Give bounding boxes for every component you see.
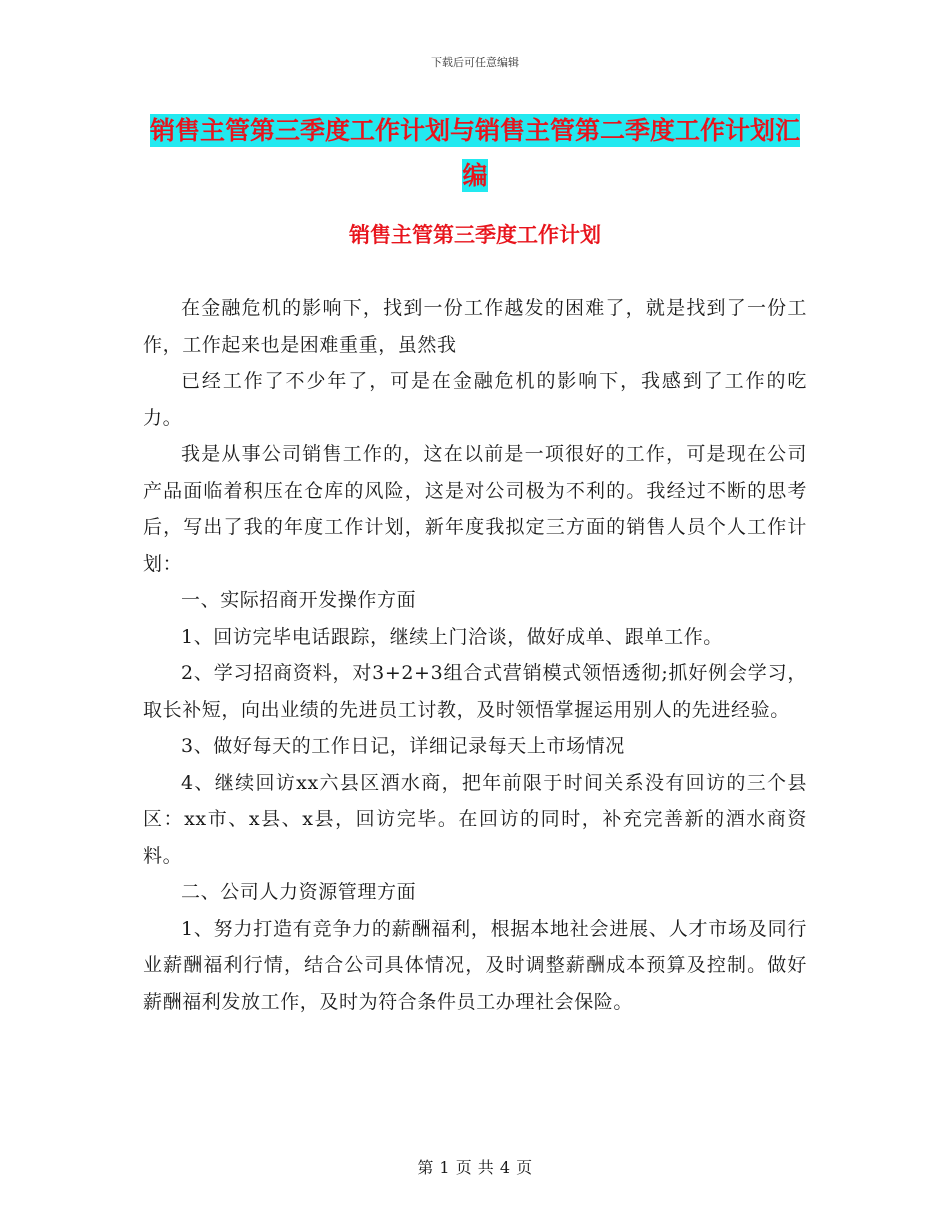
section-title: 销售主管第三季度工作计划 (349, 223, 601, 247)
document-title (140, 108, 810, 198)
paragraph: 已经工作了不少年了，可是在金融危机的影响下，我感到了工作的吃力。 (143, 370, 807, 429)
paragraph: 在金融危机的影响下，找到一份工作越发的困难了，就是找到了一份工作，工作起来也是困难重重，虽然我 (143, 297, 807, 356)
paragraph: 我是从事公司销售工作的，这在以前是一项很好的工作，可是现在公司产品面临着积压在仓库的风险，这是对公司极为不利的。我经过不断的思考后，写出了我的年度工作计划，新年度我拟定三方面的销售人员个人工作计划： (143, 443, 807, 575)
paragraph: 一、实际招商开发操作方面 (181, 589, 417, 611)
paragraph: 1、努力打造有竞争力的薪酬福利，根据本地社会进展、人才市场及同行业薪酬福利行情，结合公司具体情况，及时调整薪酬成本预算及控制。做好薪酬福利发放工作，及时为符合条件员工办理社会保险。 (143, 917, 807, 1013)
page-number: 第 1 页 共 4 页 (417, 1158, 533, 1177)
paragraph: 2、学习招商资料，对3+2+3组合式营销模式领悟透彻;抓好例会学习，取长补短，向出业绩的先进员工讨教，及时领悟掌握运用别人的先进经验。 (143, 662, 807, 721)
paragraph: 二、公司人力资源管理方面 (181, 881, 417, 903)
paragraph: 1、回访完毕电话跟踪，继续上门洽谈，做好成单、跟单工作。 (181, 625, 723, 648)
document-title-text: 销售主管第三季度工作计划与销售主管第二季度工作计划汇编 (149, 116, 800, 190)
paragraph: 3、做好每天的工作日记，详细记录每天上市场情况 (181, 735, 625, 757)
paragraph: 4、继续回访xx六县区酒水商，把年前限于时间关系没有回访的三个县区：xx市、x县、x县，回访完毕。在回访的同时，补充完善新的酒水商资料。 (143, 771, 807, 867)
header-note: 下载后可任意编辑 (431, 56, 519, 69)
document-body (143, 290, 807, 1020)
